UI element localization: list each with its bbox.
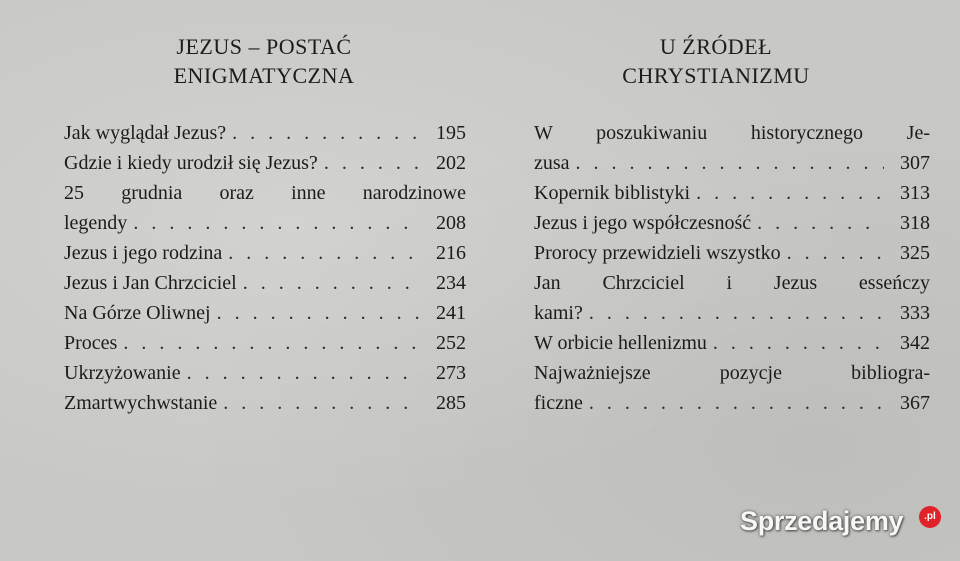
section-title-line: JEZUS – POSTAĆ <box>176 34 352 59</box>
dot-leader <box>757 208 884 238</box>
toc-entry <box>64 268 466 298</box>
watermark-logo: Sprzedajemy <box>740 506 904 536</box>
dot-leader <box>576 148 884 178</box>
toc-entry-line <box>534 268 930 298</box>
toc-page-number: 313 <box>900 182 930 204</box>
toc-page-number: 325 <box>900 242 930 264</box>
toc-entry <box>534 328 930 358</box>
toc-entry-title: Zmartwychwstanie <box>64 392 218 414</box>
toc-entry-title: zusa <box>534 152 570 174</box>
dot-leader <box>228 238 420 268</box>
toc-entry-title: Jezus i jego współczesność <box>534 212 752 234</box>
dot-leader <box>223 388 420 418</box>
toc-page-number: 208 <box>436 212 466 234</box>
toc-entry <box>64 238 466 268</box>
dot-leader <box>589 388 884 418</box>
toc-entry-line <box>534 358 930 388</box>
toc-entry-title: W poszukiwaniu historycznego Je- <box>534 122 930 144</box>
dot-leader <box>324 148 420 178</box>
toc-page-number: 195 <box>436 122 466 144</box>
toc-entry-title: Jak wyglądał Jezus? <box>64 122 227 144</box>
toc-page-number: 234 <box>436 272 466 294</box>
toc-entry-title: Najważniejsze pozycje bibliogra- <box>534 362 930 384</box>
toc-entry <box>534 208 930 238</box>
dot-leader <box>133 208 420 238</box>
toc-page-number: 342 <box>900 332 930 354</box>
toc-entry <box>534 298 930 328</box>
section-title-right <box>532 32 900 90</box>
toc-page-number: 202 <box>436 152 466 174</box>
toc-page-number: 241 <box>436 302 466 324</box>
toc-entry <box>534 178 930 208</box>
toc-entry-title: Gdzie i kiedy urodził się Jezus? <box>64 152 318 174</box>
watermark-badge: .pl <box>919 506 941 528</box>
toc-page-number: 333 <box>900 302 930 324</box>
dot-leader <box>187 358 420 388</box>
toc-entry-title: legendy <box>64 212 128 234</box>
toc-entry-title: Proces <box>64 332 118 354</box>
toc-entry-title: W orbicie hellenizmu <box>534 332 707 354</box>
toc-entry-line <box>534 118 930 148</box>
toc-entry <box>64 328 466 358</box>
dot-leader <box>787 238 884 268</box>
toc-page-number: 273 <box>436 362 466 384</box>
toc-entry-title: Kopernik biblistyki <box>534 182 691 204</box>
toc-entry-title: 25 grudnia oraz inne narodzinowe <box>64 182 466 204</box>
toc-entry <box>534 148 930 178</box>
toc-entry <box>64 358 466 388</box>
dot-leader <box>589 298 884 328</box>
toc-entry-title: Jezus i Jan Chrzciciel <box>64 272 237 294</box>
toc-entry-title: ficzne <box>534 392 583 414</box>
toc-entry <box>64 208 466 238</box>
dot-leader <box>243 268 420 298</box>
dot-leader <box>696 178 884 208</box>
toc-entry-title: kami? <box>534 302 583 324</box>
toc-entry <box>64 298 466 328</box>
section-title-line: CHRYSTIANIZMU <box>622 63 810 88</box>
dot-leader <box>123 328 420 358</box>
toc-page-number: 367 <box>900 392 930 414</box>
section-title-line: ENIGMATYCZNA <box>173 63 355 88</box>
toc-entry-title: Jezus i jego rodzina <box>64 242 223 264</box>
toc-entry-title: Prorocy przewidzieli wszystko <box>534 242 781 264</box>
section-title-left <box>72 32 456 90</box>
toc-entry <box>64 118 466 148</box>
toc-entry-title: Na Górze Oliwnej <box>64 302 211 324</box>
dot-leader <box>232 118 420 148</box>
toc-list-right <box>534 118 930 418</box>
toc-list-left <box>64 118 466 418</box>
toc-page-number: 252 <box>436 332 466 354</box>
toc-page-number: 307 <box>900 152 930 174</box>
dot-leader <box>713 328 884 358</box>
toc-entry <box>64 388 466 418</box>
toc-entry-title: Jan Chrzciciel i Jezus esseńczy <box>534 272 930 294</box>
dot-leader <box>217 298 420 328</box>
toc-page-number: 216 <box>436 242 466 264</box>
section-title-line: U ŹRÓDEŁ <box>659 34 773 59</box>
toc-entry <box>534 238 930 268</box>
toc-entry-line <box>64 178 466 208</box>
toc-entry <box>64 148 466 178</box>
toc-entry-title: Ukrzyżowanie <box>64 362 181 384</box>
toc-page-number: 318 <box>900 212 930 234</box>
toc-page-number: 285 <box>436 392 466 414</box>
toc-entry <box>534 388 930 418</box>
